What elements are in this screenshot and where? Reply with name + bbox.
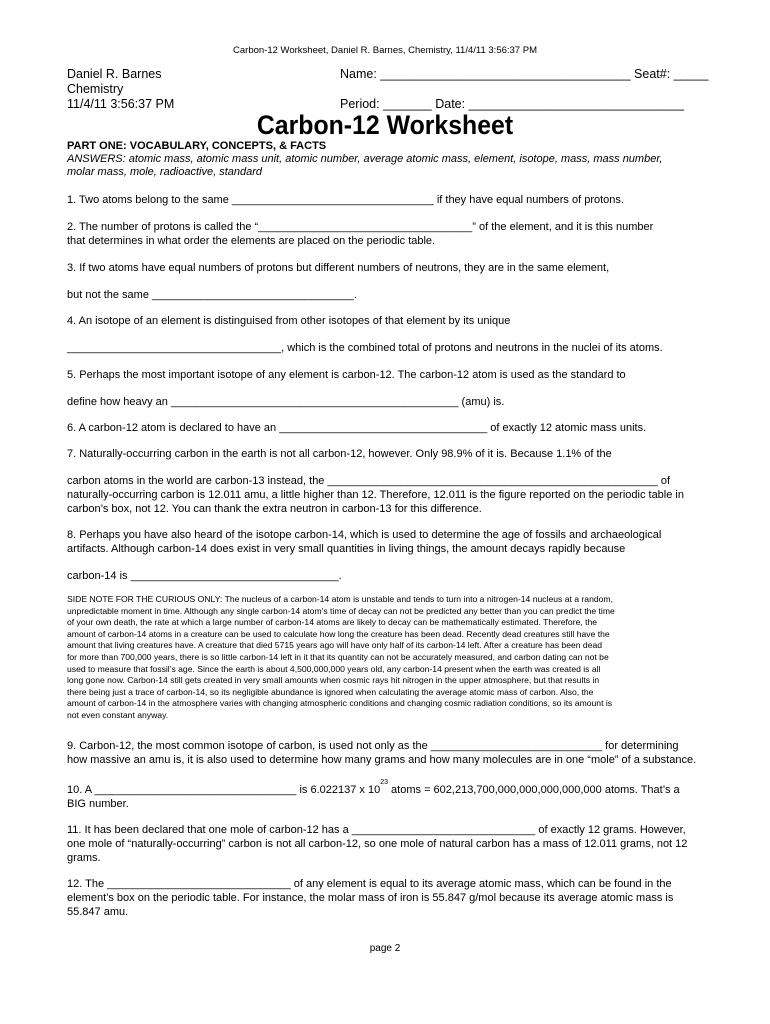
question-9-line-2: how massive an amu is, it is also used to determine how many grams and how many molecules are in one “mole” of a substance. xyxy=(67,754,697,766)
question-8-line-2: artifacts. Although carbon-14 does exist in very small quantities in living things, the amount decays rapidly because xyxy=(67,543,626,555)
side-note-line: long gone now. Carbon-14 still gets created in very small amounts when cosmic rays hit nitrogen in the upper atmosphere, but that results in xyxy=(67,675,600,686)
part-one-heading: PART ONE: VOCABULARY, CONCEPTS, & FACTS xyxy=(67,140,327,152)
author-name: Daniel R. Barnes xyxy=(67,67,162,81)
question-10-text-after: atoms = 602,213,700,000,000,000,000,000 atoms. That’s a xyxy=(388,784,680,796)
side-note-line: for more than 700,000 years, there is so little carbon-14 left in it that its quantity can not be accurately measured, and carbon dating can not be xyxy=(67,651,609,662)
side-note-line: amount of carbon-14 in the atmosphere varies with changing atmospheric conditions and changing cosmic radiation conditions, so its amount is xyxy=(67,698,613,709)
side-note-line: SIDE NOTE FOR THE CURIOUS ONLY: The nucleus of a carbon-14 atom is unstable and tends to turn into a nitrogen-14 nucleus at a random, xyxy=(67,594,613,604)
question-8-line-1: 8. Perhaps you have also heard of the isotope carbon-14, which is used to determine the age of fossils and archaeological xyxy=(67,529,662,541)
question-9-line-1: 9. Carbon-12, the most common isotope of carbon, is used not only as the ____________________________ for determining xyxy=(67,740,679,752)
question-3-line-2: but not the same _________________________________. xyxy=(67,289,357,301)
question-11-line-1: 11. It has been declared that one mole of carbon-12 has a ______________________________ of exactly 12 grams. However, xyxy=(67,824,686,836)
question-3-line-1: 3. If two atoms have equal numbers of protons but different numbers of neutrons, they are in the same element, xyxy=(67,262,610,274)
question-10-text: 10. A _________________________________ is 6.022137 x 10 xyxy=(67,784,381,796)
question-11-line-2: one mole of “naturally-occurring” carbon is not all carbon-12, so one mole of natural carbon has a mass of 12.011 grams, not 12 xyxy=(67,838,688,850)
question-8-line-3: carbon-14 is __________________________________. xyxy=(67,570,342,582)
side-note-line: there being just a trace of carbon-14, so its negligible abundance is ignored when calculating the average atomic mass of carbon. Also, the xyxy=(67,686,594,697)
question-7-line-2: carbon atoms in the world are carbon-13 instead, the ______________________________________________________ of xyxy=(67,475,671,487)
subject: Chemistry xyxy=(67,82,124,96)
question-5-line-2: define how heavy an _______________________________________________ (amu) is. xyxy=(67,396,505,408)
name-seat-line: Name: ____________________________________ Seat#: _____ xyxy=(340,67,709,81)
side-note-line: unpredictable moment in time. Although any single carbon-14 atom’s time of decay can not be predicted any better than you can predict the time xyxy=(67,605,615,616)
question-10-exponent: 23 xyxy=(380,779,388,786)
question-7-line-4: carbon’s box, not 12. You can thank the extra neutron in carbon-13 for this difference. xyxy=(67,503,482,515)
question-7-line-1: 7. Naturally-occurring carbon in the earth is not all carbon-12, however. Only 98.9% of it is. Because 1.1% of the xyxy=(67,448,612,460)
page-number: page 2 xyxy=(369,943,401,954)
side-note-line: used to measure that fossil’s age. Since the earth is about 4,500,000,000 years old, any carbon-14 present when the earth was created is all xyxy=(67,663,601,674)
running-header: Carbon-12 Worksheet, Daniel R. Barnes, Chemistry, 11/4/11 3:56:37 PM xyxy=(233,45,537,56)
question-7-line-3: naturally-occurring carbon is 12.011 amu, a little higher than 12. Therefore, 12.011 is the figure reported on the periodic table in xyxy=(67,489,684,501)
side-note-line: amount of carbon-14 atoms in a creature can be used to calculate how long the creature has been dead. Recently dead creatures still have the xyxy=(67,628,610,639)
side-note-line: of your own death, the rate at which a large number of carbon-14 atoms are likely to decay can be mathematically estimated. Therefore, the xyxy=(67,617,598,628)
question-10-line-2: BIG number. xyxy=(67,798,129,810)
question-1: 1. Two atoms belong to the same _________________________________ if they have equal numbers of protons. xyxy=(67,194,624,206)
print-datetime: 11/4/11 3:56:37 PM xyxy=(67,97,175,111)
period-date-line: Period: _______ Date: _______________________________ xyxy=(340,97,685,111)
answers-line-1: ANSWERS: atomic mass, atomic mass unit, atomic number, average atomic mass, element, isotope, mass, mass number, xyxy=(67,153,663,165)
question-11-line-3: grams. xyxy=(67,852,101,864)
question-6: 6. A carbon-12 atom is declared to have an __________________________________ of exactly 12 atomic mass units. xyxy=(67,422,647,434)
question-12-line-3: 55.847 amu. xyxy=(67,906,129,918)
answers-line-2: molar mass, mole, radioactive, standard xyxy=(67,166,263,178)
side-note-line: not even constant anyway. xyxy=(67,709,169,720)
side-note-line: amount that living creatures have. A creature that died 5715 years ago will have only half of its carbon-14 left. After a creature has been dead xyxy=(67,640,603,651)
question-4-line-2: ___________________________________, which is the combined total of protons and neutrons in the nuclei of its atoms. xyxy=(67,342,663,354)
question-2-line-1: 2. The number of protons is called the “___________________________________” of the element, and it is this number xyxy=(67,221,654,233)
question-2-line-2: that determines in what order the elements are placed on the periodic table. xyxy=(67,235,436,247)
question-4-line-1: 4. An isotope of an element is distinguised from other isotopes of that element by its unique xyxy=(67,315,511,327)
question-10-line-1 xyxy=(67,779,717,797)
question-12-line-2: element’s box on the periodic table. For instance, the molar mass of iron is 55.847 g/mol because its average atomic mass is xyxy=(67,892,674,904)
question-5-line-1: 5. Perhaps the most important isotope of any element is carbon-12. The carbon-12 atom is used as the standard to xyxy=(67,369,626,381)
side-note xyxy=(67,594,717,722)
worksheet-title: Carbon-12 Worksheet xyxy=(256,110,514,140)
question-12-line-1: 12. The ______________________________ of any element is equal to its average atomic mass, which can be found in the xyxy=(67,878,672,890)
